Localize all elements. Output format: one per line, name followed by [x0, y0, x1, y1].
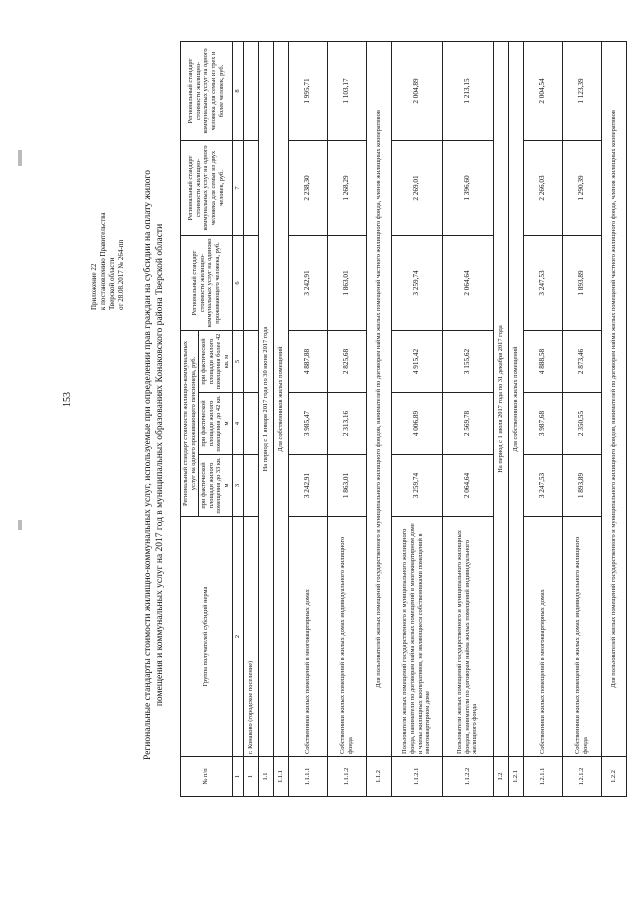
- value-cell: 2 873,46: [562, 331, 601, 393]
- row-label: Пользователи жилых помещений государственного и муниципального жилищных фондов, наниматели по договорам найма жилых помещений индивидуального жилищного фонда: [442, 517, 493, 757]
- category-row: [508, 42, 523, 797]
- value-cell: 3 985,47: [288, 393, 327, 455]
- period-title: На период с 1 июля 2017 года по 31 декабря 2017 года: [493, 42, 508, 757]
- value-cell: 4 888,58: [523, 331, 562, 393]
- section-title: г. Конаково (городское поселение): [243, 517, 258, 757]
- value-cell: 3 155,62: [442, 331, 493, 393]
- category-row: [273, 42, 288, 797]
- value-cell: 2 064,64: [442, 236, 493, 331]
- value-cell: 1 123,39: [562, 42, 601, 141]
- header-family-three: Региональный стандарт стоимости жилищно-коммунальных услуг на одного человека для семьи из трех и более человек, руб.: [181, 42, 233, 141]
- value-cell: 1 863,01: [327, 455, 366, 517]
- value-cell: 2 238,30: [288, 141, 327, 236]
- row-code: 1.1.2.2: [442, 757, 493, 797]
- row-code: 1.1.1.1: [288, 757, 327, 797]
- header-family-two: Региональный стандарт стоимости жилищно-коммунальных услуг на одного человека для семьи из двух человек, руб.: [181, 141, 233, 236]
- index-cell: 8: [232, 42, 243, 141]
- table-row: [523, 42, 562, 797]
- category-title: Для пользователей жилых помещений государственного и муниципального жилищного фондов, нанимателей по договорам найма жилых помещений частного жилищного фонда, членов жилищных кооперативов: [366, 42, 391, 757]
- category-row: [601, 42, 626, 797]
- row-label: Пользователи жилых помещений государственного и муниципального жилищного фонда, наниматели по договорам найма жилых помещений в многоквартирном доме и члены жилищных кооперативов, не являющиеся собственниками помещений в многоквартирном доме: [391, 517, 442, 757]
- index-cell: 2: [232, 517, 243, 757]
- value-cell: 3 259,74: [391, 236, 442, 331]
- index-cell: 6: [232, 236, 243, 331]
- row-label: Собственники жилых помещений в жилых домах индивидуального жилищного фонда: [327, 517, 366, 757]
- value-cell: 1 213,15: [442, 42, 493, 141]
- value-cell: 4 915,42: [391, 331, 442, 393]
- row-code: 1.1: [258, 757, 273, 797]
- period-row: [493, 42, 508, 797]
- period-title: На период с 1 января 2017 года по 30 июня 2017 года: [258, 42, 273, 757]
- value-cell: 2 266,03: [523, 141, 562, 236]
- appendix-note: [90, 212, 126, 310]
- value-cell: 1 268,29: [327, 141, 366, 236]
- row-code: 1.1.1.2: [327, 757, 366, 797]
- header-area-33: при фактической площади жилого помещения до 33 кв. м: [199, 455, 232, 517]
- table-row: [442, 42, 493, 797]
- category-title: Для собственников жилых помещений: [273, 42, 288, 757]
- header-area-more-42: при фактической площади жилого помещения более 42 кв. м: [199, 331, 232, 393]
- row-code: 1.2.1.2: [562, 757, 601, 797]
- value-cell: 2 569,78: [442, 393, 493, 455]
- value-cell: 1 863,01: [327, 236, 366, 331]
- value-cell: 2 269,01: [391, 141, 442, 236]
- index-cell: 1: [232, 757, 243, 797]
- row-label: Собственники жилых помещений в многоквартирных домах: [288, 517, 327, 757]
- header-group: Группа получателей субсидий нерма: [181, 517, 233, 757]
- index-cell: 5: [232, 331, 243, 393]
- table-row: [391, 42, 442, 797]
- category-title: Для собственников жилых помещений: [508, 42, 523, 757]
- value-cell: 2 004,54: [523, 42, 562, 141]
- appendix-line: от 28.08.2017 № 264-пп: [117, 239, 125, 310]
- row-code: 1.1.1: [273, 757, 288, 797]
- table-row: [288, 42, 327, 797]
- value-cell: 3 247,53: [523, 236, 562, 331]
- row-code: 1.2.2: [601, 757, 626, 797]
- header-row: [181, 42, 199, 797]
- value-cell: 2 350,55: [562, 393, 601, 455]
- value-cell: 4 887,88: [288, 331, 327, 393]
- value-cell: 1 995,71: [288, 42, 327, 141]
- value-cell: 3 242,91: [288, 455, 327, 517]
- header-area-42: при фактической площади жилого помещения до 42 кв. м: [199, 393, 232, 455]
- page-number: 153: [62, 392, 73, 407]
- value-cell: 4 006,89: [391, 393, 442, 455]
- table-row: [562, 42, 601, 797]
- value-cell: 2 004,89: [391, 42, 442, 141]
- value-cell: 1 290,39: [562, 141, 601, 236]
- value-cell: 1 893,89: [562, 455, 601, 517]
- column-index-row: [232, 42, 243, 797]
- value-cell: 2 825,68: [327, 331, 366, 393]
- row-code: 1.2: [493, 757, 508, 797]
- period-row: [258, 42, 273, 797]
- value-cell: 1 103,17: [327, 42, 366, 141]
- index-cell: 7: [232, 141, 243, 236]
- value-cell: 3 242,91: [288, 236, 327, 331]
- row-label: Собственники жилых помещений в многоквартирных домах: [523, 517, 562, 757]
- row-code: 1.2.1: [508, 757, 523, 797]
- category-row: [366, 42, 391, 797]
- row-label: Собственники жилых помещений в жилых домах индивидуального жилищного фонда: [562, 517, 601, 757]
- document-title: Региональные стандарты стоимости жилищно-коммунальных услуг, используемые при определении прав граждан на субсидии на оплату жилого помещения и коммунальных услуг на 2017 год в муниципальных образованиях Конаковского района Тверской области: [143, 170, 165, 760]
- row-code: 1.1.2: [366, 757, 391, 797]
- index-cell: 3: [232, 455, 243, 517]
- header-standard-pensioner: Региональный стандарт стоимости жилищно-коммунальных услуг на одного проживающего пенсионера, руб.: [181, 331, 199, 517]
- appendix-line: к постановлению Правительства: [99, 212, 107, 310]
- section-row: [243, 42, 258, 797]
- table-row: [327, 42, 366, 797]
- value-cell: 2 313,16: [327, 393, 366, 455]
- appendix-line: Приложение 22: [90, 263, 98, 310]
- row-code: 1.1.2.1: [391, 757, 442, 797]
- value-cell: 3 247,53: [523, 455, 562, 517]
- category-title: Для пользователей жилых помещений государственного и муниципального жилищного фондов, нанимателей по договорам найма жилых помещений частного жилищного фонда, членов жилищных кооперативов: [601, 42, 626, 757]
- row-code: 1: [243, 757, 258, 797]
- value-cell: 3 259,74: [391, 455, 442, 517]
- standards-table: [180, 41, 627, 797]
- appendix-line: Тверской области: [108, 257, 116, 310]
- header-num: № п/п: [181, 757, 233, 797]
- index-cell: 4: [232, 393, 243, 455]
- value-cell: 1 893,89: [562, 236, 601, 331]
- header-single: Региональный стандарт стоимости жилищно-коммунальных услуг на одиноко проживающего человека, руб.: [181, 236, 233, 331]
- value-cell: 2 064,64: [442, 455, 493, 517]
- value-cell: 3 987,68: [523, 393, 562, 455]
- value-cell: 1 396,60: [442, 141, 493, 236]
- row-code: 1.2.1.1: [523, 757, 562, 797]
